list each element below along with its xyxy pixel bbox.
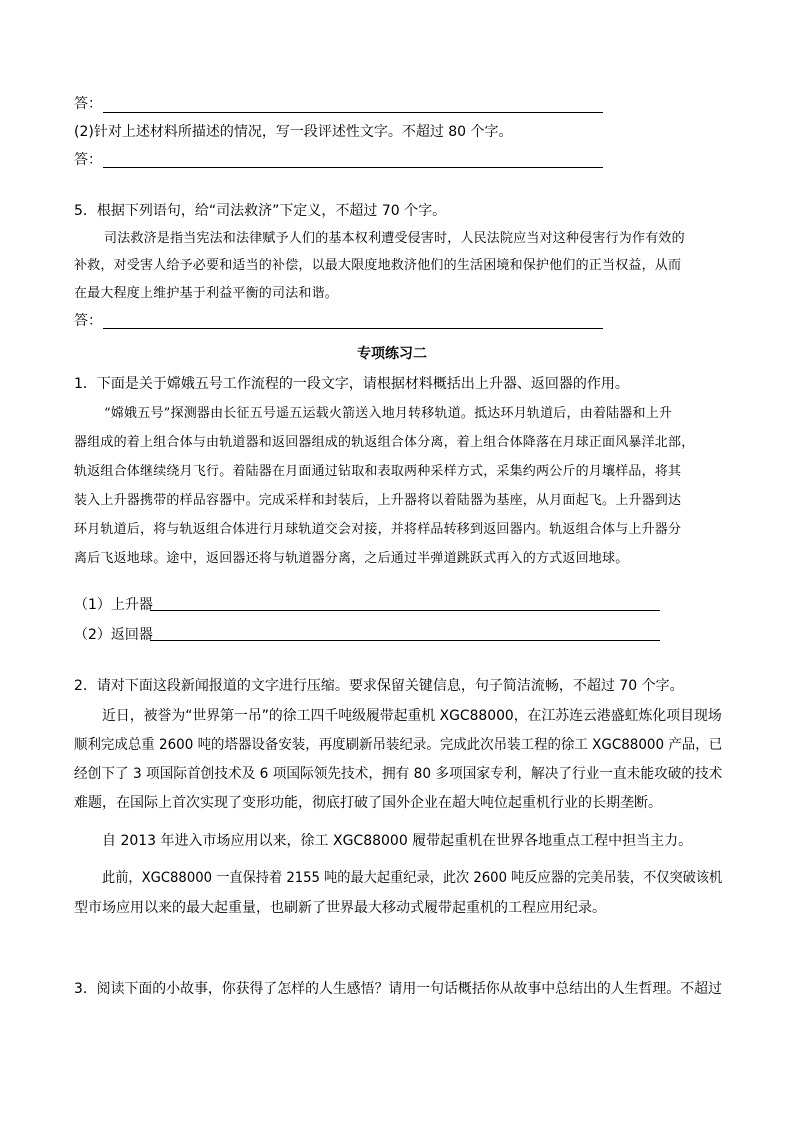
question-3-prompt: 3．阅读下面的小故事，你获得了怎样的人生感悟？请用一句话概括你从故事中总结出的人生哲理。不超过 bbox=[74, 981, 722, 997]
question-5-prompt: 5．根据下列语句，给“司法救济”下定义，不超过 70 个字。 bbox=[74, 203, 447, 219]
q1-material-line: 装入上升器携带的样品容器中。完成采样和封装后，上升器将以着陆器为基座，从月面起飞。上升器到达 bbox=[74, 493, 682, 508]
answer-label: 答： bbox=[74, 313, 102, 329]
question-1-prompt: 1．下面是关于嫦娥五号工作流程的一段文字，请根据材料概括出上升器、返回器的作用。 bbox=[74, 376, 629, 392]
q2-paragraph-line: 型市场应用以来的最大起重量，也刷新了世界最大移动式履带起重机的工程应用纪录。 bbox=[74, 900, 606, 916]
answer-blank[interactable] bbox=[150, 610, 660, 611]
q5-material-line: 补救，对受害人给予必要和适当的补偿，以最大限度地救济他们的生活困境和保护他们的正当权益，从而 bbox=[74, 258, 682, 273]
q1-material-line: “嫦娥五号”探测器由长征五号遥五运载火箭送入地月转移轨道。抵达环月轨道后，由着陆器和上升 bbox=[104, 406, 673, 421]
q5-material-line: 司法救济是指当宪法和法律赋予人们的基本权利遭受侵害时，人民法院应当对这种侵害行为作有效的 bbox=[104, 231, 685, 246]
q1-material-line: 离后飞返地球。途中，返回器还将与轨道器分离，之后通过半弹道跳跃式再入的方式返回地球。 bbox=[74, 551, 629, 566]
answer-label: 答： bbox=[74, 152, 102, 168]
answer-blank[interactable] bbox=[103, 328, 603, 329]
answer-blank[interactable] bbox=[103, 167, 603, 168]
question-4-2: (2)针对上述材料所描述的情况，写一段评述性文字。不超过 80 个字。 bbox=[74, 124, 513, 140]
answer-label: 答： bbox=[74, 96, 102, 112]
q1-material-line: 轨返组合体继续绕月飞行。着陆器在月面通过钻取和表取两种采样方式，采集约两公斤的月壤样品，将其 bbox=[74, 464, 682, 479]
q5-material-line: 在最大程度上维护基于利益平衡的司法和谐。 bbox=[74, 286, 339, 301]
q1-blank-label-ascender: （1）上升器 bbox=[74, 597, 153, 613]
q2-paragraph-line: 顺利完成总重 2600 吨的塔器设备安装，再度刷新吊装纪录。完成此次吊装工程的徐工 XGC88000 产品，已 bbox=[74, 737, 723, 753]
q2-paragraph-line: 难题，在国际上首次实现了变形功能，彻底打破了国外企业在超大吨位起重机行业的长期垄断。 bbox=[74, 795, 662, 811]
answer-blank[interactable] bbox=[103, 112, 603, 113]
q2-paragraph-line: 近日，被誉为“世界第一吊”的徐工四千吨级履带起重机 XGC88000，在江苏连云港盛虹炼化项目现场 bbox=[102, 708, 722, 724]
q2-paragraph-line: 经创下了 3 项国际首创技术及 6 项国际领先技术，拥有 80 多项国家专利，解决了行业一直未能攻破的技术 bbox=[74, 766, 723, 782]
q1-blank-label-return: （2）返回器 bbox=[74, 627, 153, 643]
answer-blank[interactable] bbox=[150, 640, 660, 641]
question-2-prompt: 2．请对下面这段新闻报道的文字进行压缩。要求保留关键信息，句子简洁流畅，不超过 70 个字。 bbox=[74, 678, 684, 694]
q1-material-line: 环月轨道后，将与轨返组合体进行月球轨道交会对接，并将样品转移到返回器内。轨返组合体与上升器分 bbox=[74, 522, 682, 537]
q2-paragraph-line: 自 2013 年进入市场应用以来，徐工 XGC88000 履带起重机在世界各地重点工程中担当主力。 bbox=[102, 833, 693, 849]
q1-material-line: 器组成的着上组合体与由轨道器和返回器组成的轨返组合体分离，着上组合体降落在月球正面风暴洋北部， bbox=[74, 435, 695, 450]
q2-paragraph-line: 此前，XGC88000 一直保持着 2155 吨的最大起重纪录，此次 2600 吨反应器的完美吊装，不仅突破该机 bbox=[102, 870, 723, 886]
section-title: 专项练习二 bbox=[357, 346, 427, 362]
